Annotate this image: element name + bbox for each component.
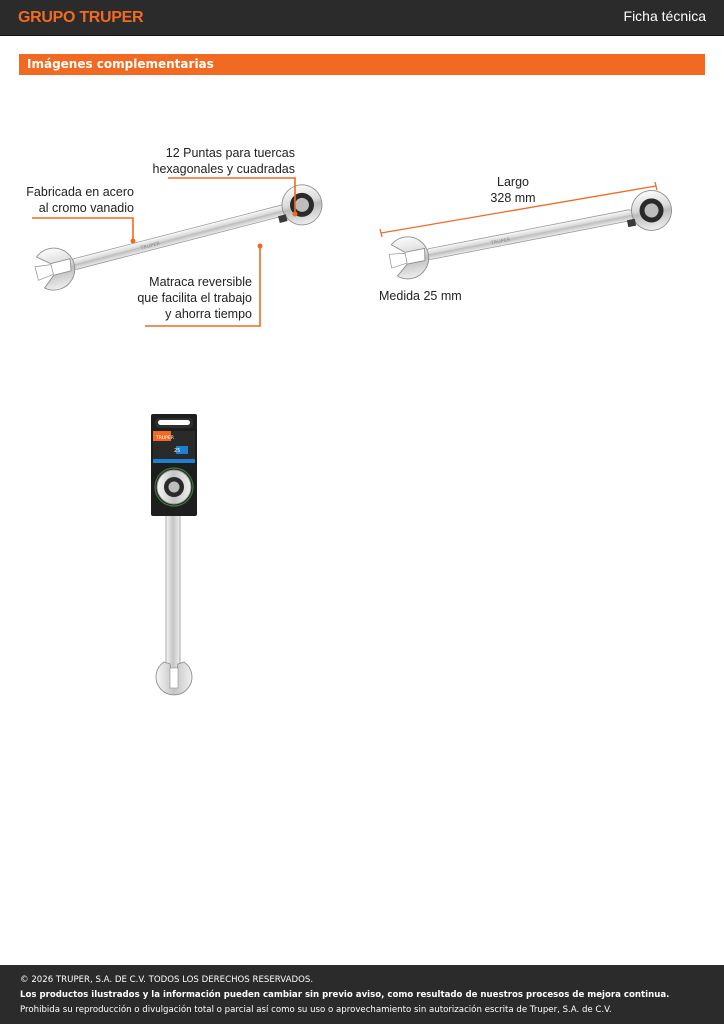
callout-points-line-2: hexagonales y cuadradas xyxy=(152,162,295,176)
truper-logo: GRUPO TRUPER xyxy=(18,9,144,26)
svg-text:TRUPER: TRUPER xyxy=(490,236,511,247)
callout-points-line-1: 12 Puntas para tuercas xyxy=(165,146,295,160)
callout-material-line-2: al cromo vanadio xyxy=(38,201,134,215)
callout-ratchet-line-1: Matraca reversible xyxy=(149,275,252,289)
callout-material xyxy=(20,184,134,216)
size-callout: Medida 25 mm xyxy=(379,289,462,303)
callout-ratchet-line-3: y ahorra tiempo xyxy=(165,307,252,321)
callout-ratchet-line-2: que facilita el trabajo xyxy=(137,291,252,305)
length-callout xyxy=(470,174,556,206)
callout-twelve-points xyxy=(130,145,295,177)
packaged-wrench-image xyxy=(151,414,197,695)
svg-text:25: 25 xyxy=(174,448,181,454)
callout-ratchet xyxy=(100,274,252,322)
svg-text:TRUPER: TRUPER xyxy=(156,436,174,441)
page-footer xyxy=(0,965,724,1024)
document-type-title: Ficha técnica xyxy=(623,8,706,24)
length-value: 328 mm xyxy=(490,191,536,205)
footer-notice: Los productos ilustrados y la información pueden cambiar sin previo aviso, como resultado de nuestros procesos de mejora continua. xyxy=(20,990,670,1000)
footer-copyright: © 2026 TRUPER, S.A. DE C.V. TODOS LOS DERECHOS RESERVADOS. xyxy=(20,975,314,985)
footer-disclaimer: Prohibida su reproducción o divulgación total o parcial así como su uso o aprovechamiento sin autorización escrita de Truper, S.A. de C.V. xyxy=(20,1005,612,1015)
length-label: Largo xyxy=(497,175,529,189)
svg-text:TRUPER: TRUPER xyxy=(140,240,161,252)
section-title: Imágenes complementarias xyxy=(27,57,214,71)
callout-material-line-1: Fabricada en acero xyxy=(26,185,134,199)
